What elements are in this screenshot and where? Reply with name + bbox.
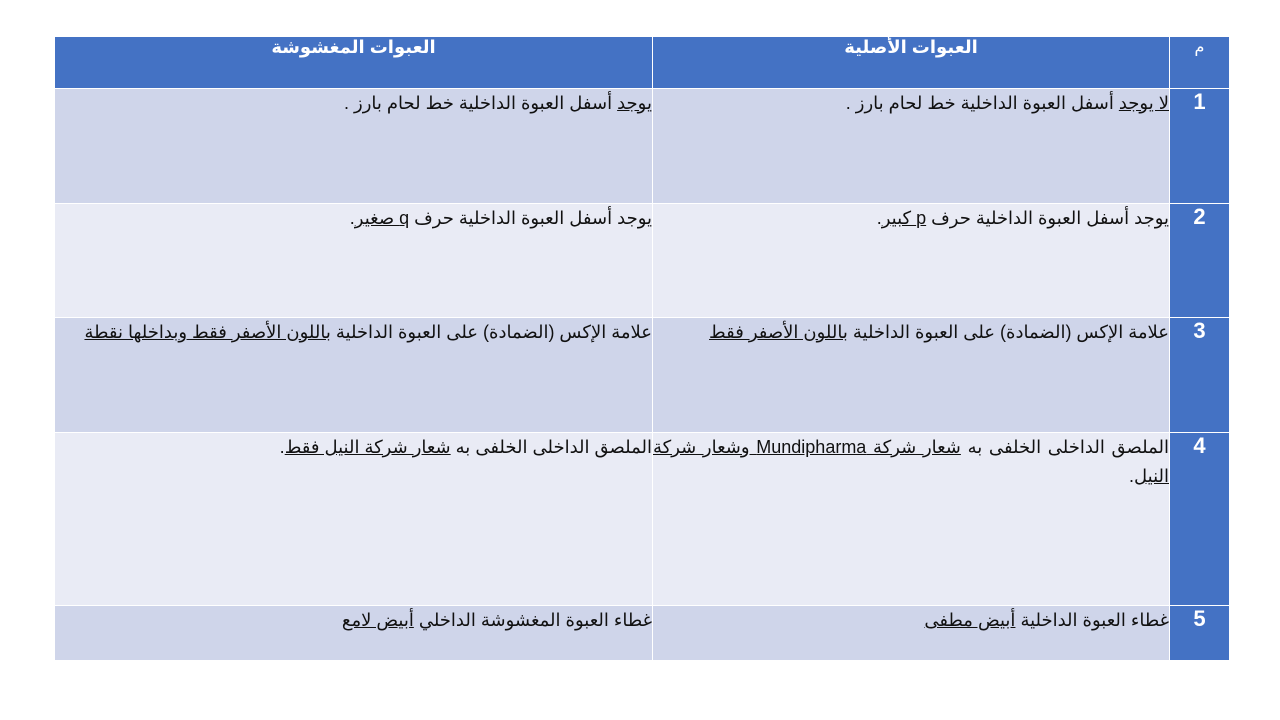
counterfeit-cell — [55, 318, 653, 433]
cell-text: غطاء العبوة الداخلية — [1015, 610, 1169, 630]
original-cell — [653, 606, 1170, 661]
cell-text: الملصق الداخلى الخلفى به — [450, 437, 652, 457]
underlined-text: باللون الأصفر فقط — [709, 322, 848, 342]
underlined-text: أبيض مطفى — [924, 610, 1016, 630]
cell-text: أسفل العبوة الداخلية خط لحام بارز . — [845, 93, 1119, 113]
row-number: 3 — [1170, 318, 1230, 433]
original-cell — [653, 89, 1170, 204]
underlined-text: باللون الأصفر فقط وبداخلها نقطة — [84, 322, 331, 342]
comparison-table — [54, 36, 1230, 661]
table-row — [55, 433, 1230, 606]
cell-text: أسفل العبوة الداخلية خط لحام بارز . — [344, 93, 618, 113]
table-row — [55, 318, 1230, 433]
underlined-text: لا يوجد — [1118, 93, 1169, 113]
cell-text: . — [349, 208, 355, 228]
cell-text: علامة الإكس (الضمادة) على العبوة الداخلية — [847, 322, 1169, 342]
row-number: 5 — [1170, 606, 1230, 661]
cell-text: . — [279, 437, 285, 457]
underlined-text: أبيض لامع — [341, 610, 414, 630]
cell-text: علامة الإكس (الضمادة) على العبوة الداخلية — [330, 322, 652, 342]
counterfeit-cell — [55, 89, 653, 204]
counterfeit-cell — [55, 606, 653, 661]
underlined-text: يوجد — [617, 93, 652, 113]
original-cell — [653, 433, 1170, 606]
table-row — [55, 89, 1230, 204]
original-cell — [653, 318, 1170, 433]
underlined-text: p كبير — [881, 208, 927, 228]
table-row — [55, 204, 1230, 318]
cell-text: . — [876, 208, 882, 228]
cell-text: . — [1129, 466, 1135, 486]
underlined-text: شعار شركة Mundipharma وشعار شركة النيل — [653, 437, 1169, 486]
original-cell — [653, 204, 1170, 318]
header-counterfeit: العبوات المغشوشة — [55, 37, 653, 89]
header-row — [55, 37, 1230, 89]
underlined-text: q صغير — [354, 208, 410, 228]
cell-text: يوجد أسفل العبوة الداخلية حرف — [926, 208, 1169, 228]
row-number: 4 — [1170, 433, 1230, 606]
counterfeit-cell — [55, 204, 653, 318]
header-number: م — [1170, 37, 1230, 89]
counterfeit-cell — [55, 433, 653, 606]
row-number: 1 — [1170, 89, 1230, 204]
cell-text: يوجد أسفل العبوة الداخلية حرف — [409, 208, 652, 228]
underlined-text: شعار شركة النيل فقط — [284, 437, 451, 457]
cell-text: غطاء العبوة المغشوشة الداخلي — [413, 610, 652, 630]
table-row — [55, 606, 1230, 661]
cell-text: الملصق الداخلى الخلفى به — [960, 437, 1169, 457]
row-number: 2 — [1170, 204, 1230, 318]
header-original: العبوات الأصلية — [653, 37, 1170, 89]
